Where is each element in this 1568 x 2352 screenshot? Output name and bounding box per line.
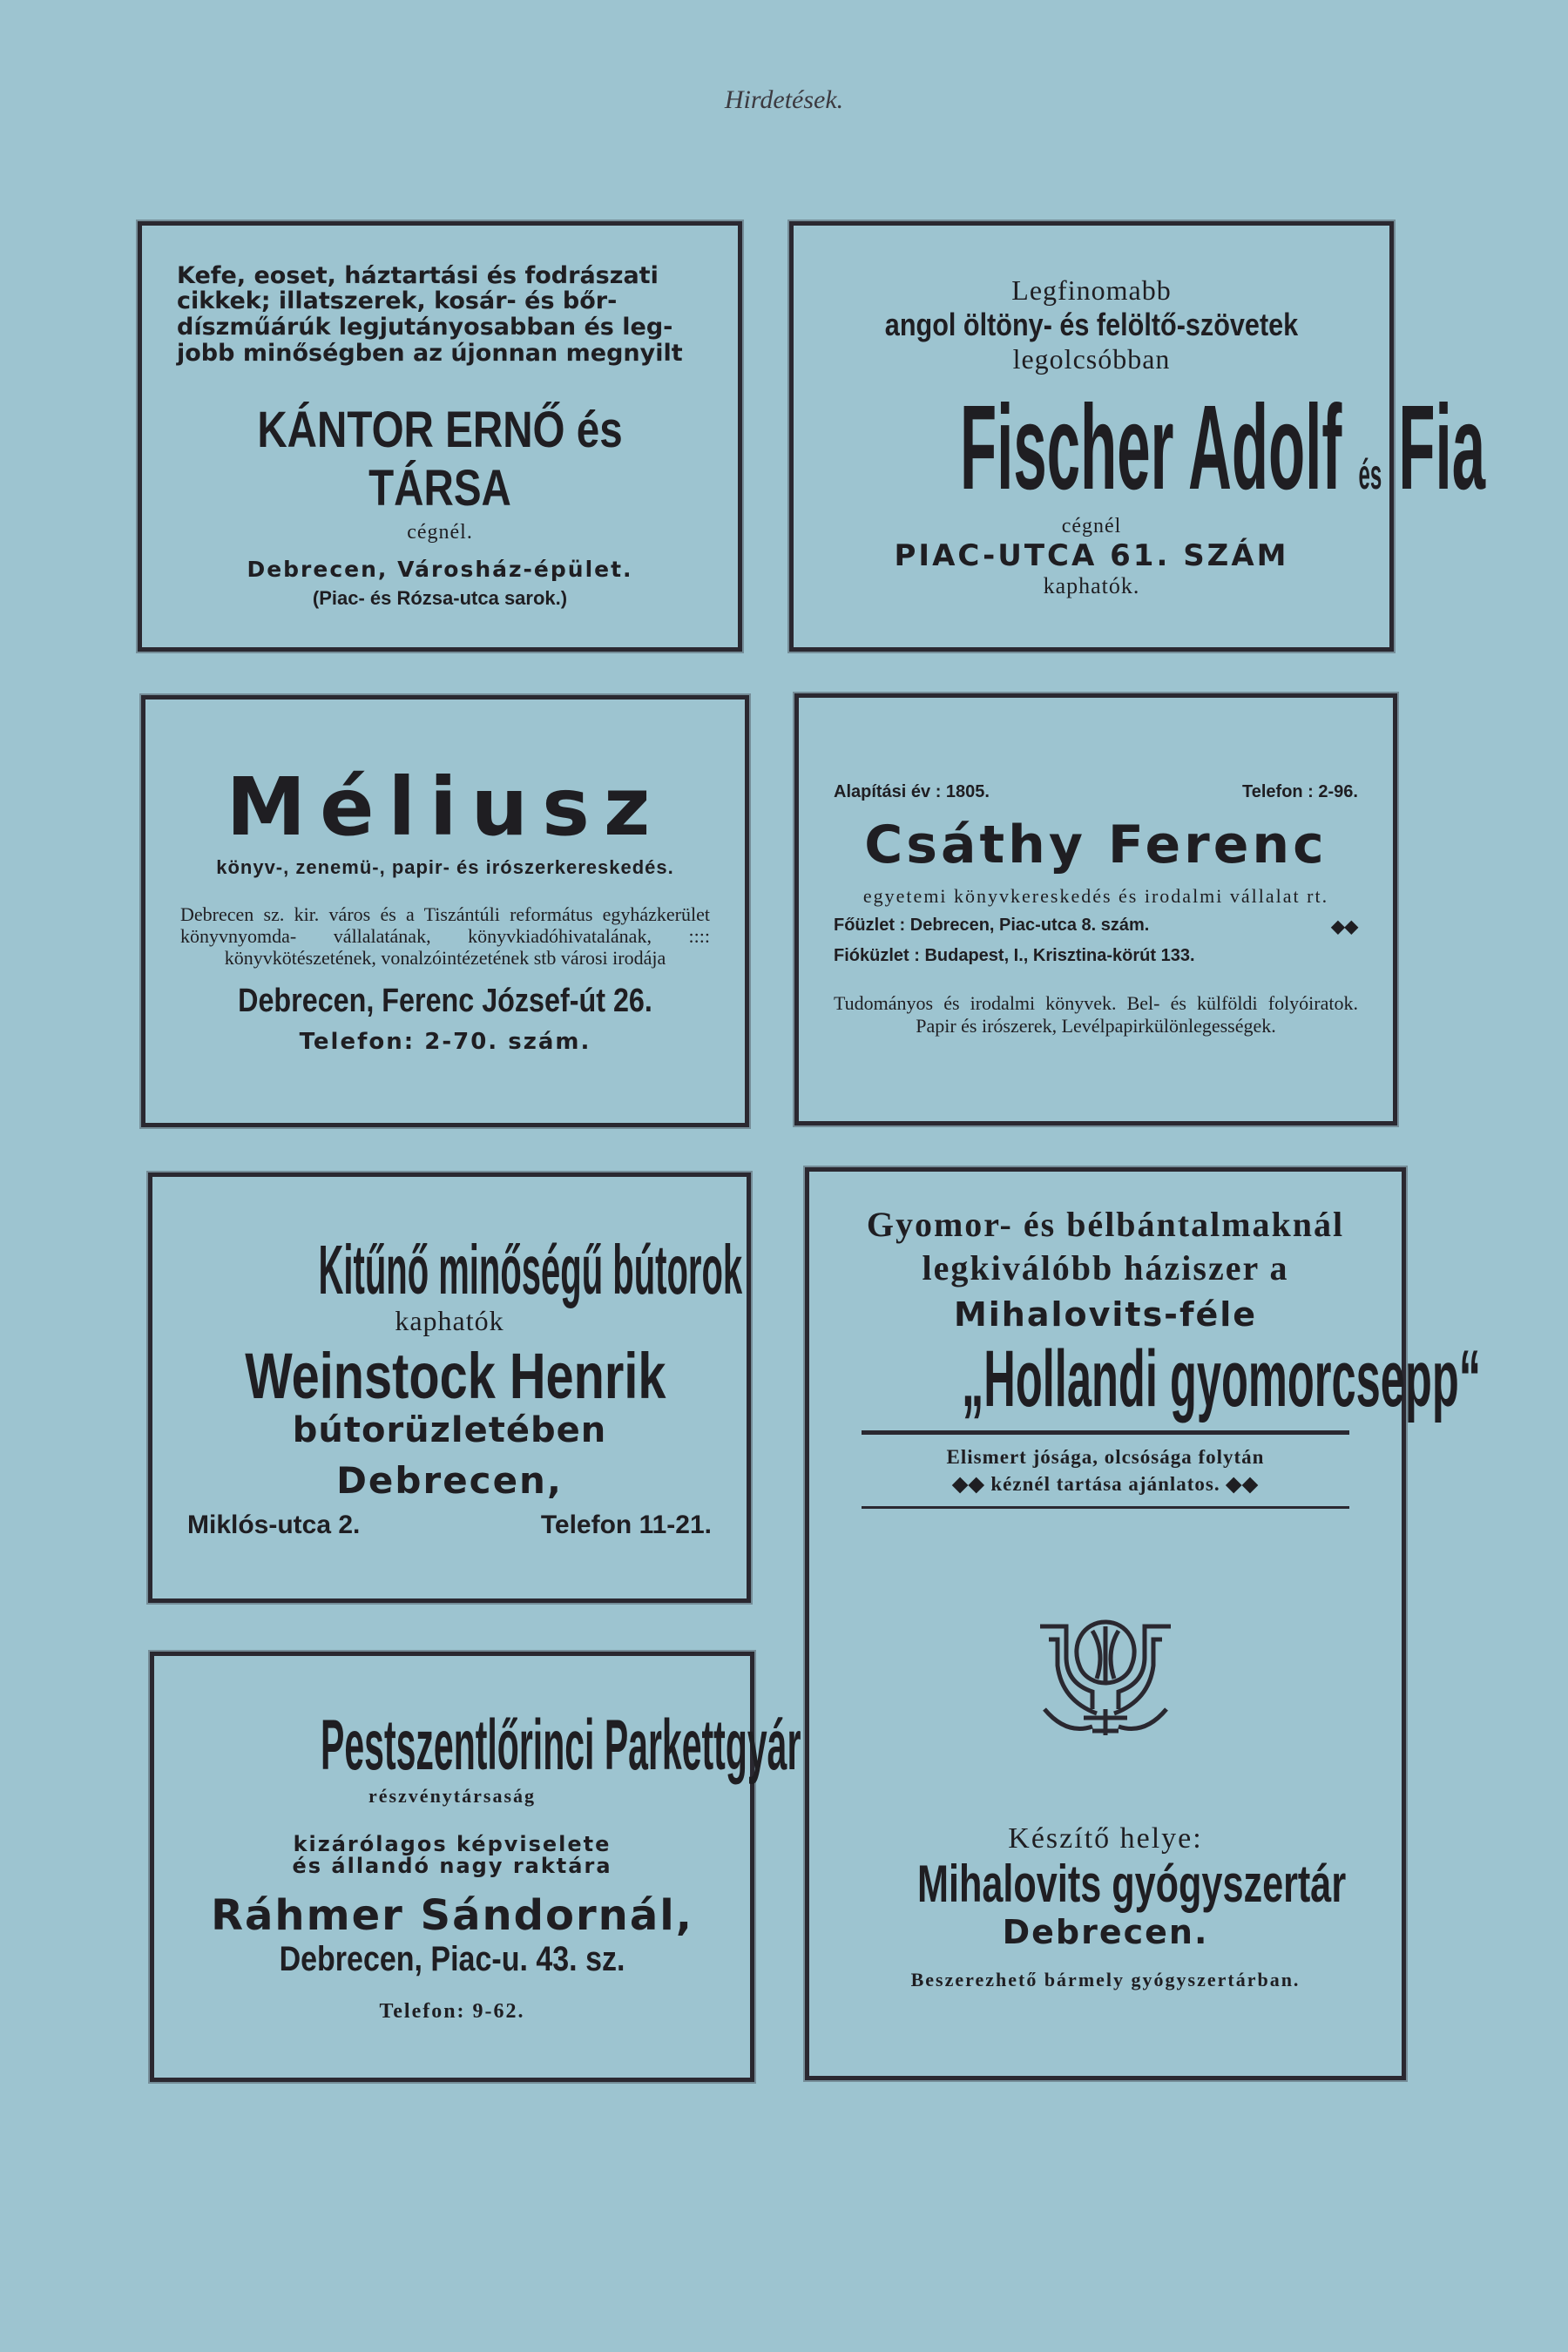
meliusz-address: Debrecen, Ferenc József-út 26. bbox=[238, 983, 652, 1020]
kantor-address2: (Piac- és Rózsa-utca sarok.) bbox=[312, 587, 568, 610]
fischer-street: PIAC-UTCA 61. SZÁM bbox=[894, 537, 1289, 573]
fischer-brand-es: és bbox=[1358, 451, 1382, 498]
csathy-founded: Alapítási év : 1805. bbox=[834, 782, 990, 802]
parkett-headline: Pestszentlőrinci Parkettgyár bbox=[321, 1705, 801, 1785]
fischer-line3: legolcsóbban bbox=[1012, 342, 1171, 375]
weinstock-note: kaphatók bbox=[395, 1305, 504, 1337]
ad-meliusz bbox=[141, 695, 749, 1127]
fischer-brand-tail: Fia bbox=[1398, 380, 1486, 515]
fischer-line2: angol öltöny- és felöltő-szövetek bbox=[884, 306, 1299, 342]
meliusz-description: Debrecen sz. kir. város és a Tiszántúli református egyházkerület könyvnyomda- vállalatának, könyvkiadóhivatalának, :::: könyvkötészetének, vonalzóintézetének stb városi irodája bbox=[180, 902, 710, 970]
mihalovits-rule-bottom bbox=[862, 1506, 1349, 1509]
weinstock-bottom-row bbox=[187, 1511, 712, 1540]
mihalovits-city: Debrecen. bbox=[1002, 1912, 1209, 1951]
fischer-tail: kaphatók. bbox=[1043, 572, 1140, 598]
parkett-name: Ráhmer Sándornál, bbox=[211, 1891, 693, 1941]
weinstock-street: Miklós-utca 2. bbox=[187, 1510, 361, 1539]
mihalovits-line1b: legkiválóbb háziszer a bbox=[922, 1248, 1289, 1288]
fischer-brand-main: Fischer Adolf bbox=[960, 380, 1342, 515]
weinstock-city: Debrecen, bbox=[336, 1458, 563, 1502]
csathy-main-store: Főüzlet : Debrecen, Piac-utca 8. szám. bbox=[834, 916, 1150, 936]
csathy-main-store-row bbox=[834, 916, 1358, 937]
csathy-branch-row bbox=[834, 946, 1358, 966]
ad-kantor bbox=[138, 221, 742, 652]
page-header: Hirdetések. bbox=[724, 85, 844, 114]
ad-csathy bbox=[794, 693, 1397, 1125]
kantor-name: KÁNTOR ERNŐ és TÁRSA bbox=[257, 402, 623, 517]
meliusz-phone: Telefon: 2-70. szám. bbox=[299, 1029, 591, 1056]
mihalovits-made: Készítő helye: bbox=[1008, 1821, 1203, 1855]
weinstock-phone: Telefon 11-21. bbox=[540, 1510, 712, 1539]
meliusz-brand: Méliusz bbox=[226, 760, 665, 854]
weinstock-headline: Kitűnő minőségű bútorok bbox=[318, 1231, 743, 1309]
weinstock-name: Weinstock Henrik bbox=[245, 1340, 666, 1413]
csathy-diamonds: ◆◆ bbox=[1331, 917, 1358, 937]
kantor-intro: Kefe, eoset, háztartási és fodrászati cikkek; illatszerek, kosár- és bőr- díszműárúk legjutányosabban és leg- jobb minőségben az újonnan megnyilt bbox=[177, 261, 683, 367]
ad-fischer bbox=[789, 221, 1486, 652]
ad-weinstock bbox=[148, 1173, 751, 1603]
mihalovits-desc2: ◆◆ kéznél tartása ajánlatos. ◆◆ bbox=[952, 1472, 1259, 1495]
parkett-address: Debrecen, Piac-u. 43. sz. bbox=[279, 1940, 625, 1979]
ad-mihalovits bbox=[805, 1167, 1482, 2080]
csathy-description: egyetemi könyvkereskedés és irodalmi vállalat rt. bbox=[862, 885, 1329, 908]
mihalovits-pharmacy: Mihalovits gyógyszertár bbox=[917, 1854, 1347, 1913]
parkett-subtitle: részvénytársaság bbox=[368, 1784, 537, 1807]
kantor-note: cégnél. bbox=[407, 521, 473, 544]
mihalovits-brand: Mihalovits-féle bbox=[953, 1295, 1258, 1334]
mihalovits-desc1: Elismert jósága, olcsósága folytán bbox=[946, 1445, 1265, 1468]
parkett-line3b: és állandó nagy raktára bbox=[292, 1854, 612, 1878]
kantor-address1: Debrecen, Városház-épület. bbox=[247, 557, 633, 583]
mihalovits-product: „Hollandi gyomorcsepp“ bbox=[962, 1335, 1482, 1423]
fischer-line1: Legfinomabb bbox=[1011, 274, 1172, 306]
fischer-note: cégnél bbox=[1061, 514, 1122, 537]
csathy-footer: Tudományos és irodalmi könyvek. Bel- és külföldi folyóiratok. Papir és irószerek, Levélpapirkülönlegességek. bbox=[834, 992, 1358, 1037]
parkett-phone: Telefon: 9-62. bbox=[379, 2000, 525, 2024]
parkett-line3a: kizárólagos képviselete bbox=[293, 1831, 612, 1856]
ad-parkett bbox=[150, 1652, 801, 2082]
weinstock-shop: bútorüzletében bbox=[292, 1409, 607, 1450]
csathy-top-row bbox=[834, 782, 1358, 802]
mihalovits-availability: Beszerezhető bármely gyógyszertárban. bbox=[910, 1968, 1301, 1990]
csathy-branch: Fióküzlet : Budapest, I., Krisztina-körút 133. bbox=[834, 946, 1195, 966]
mihalovits-line1a: Gyomor- és bélbántalmaknál bbox=[866, 1205, 1345, 1244]
csathy-brand: Csáthy Ferenc bbox=[864, 814, 1328, 876]
csathy-phone: Telefon : 2-96. bbox=[1242, 782, 1358, 802]
mihalovits-rule-top bbox=[862, 1430, 1349, 1435]
ornament-logo-icon bbox=[1031, 1605, 1179, 1744]
meliusz-subtitle: könyv-, zenemü-, papir- és irószerkereskedés. bbox=[216, 855, 674, 878]
fischer-brand bbox=[960, 380, 1486, 515]
